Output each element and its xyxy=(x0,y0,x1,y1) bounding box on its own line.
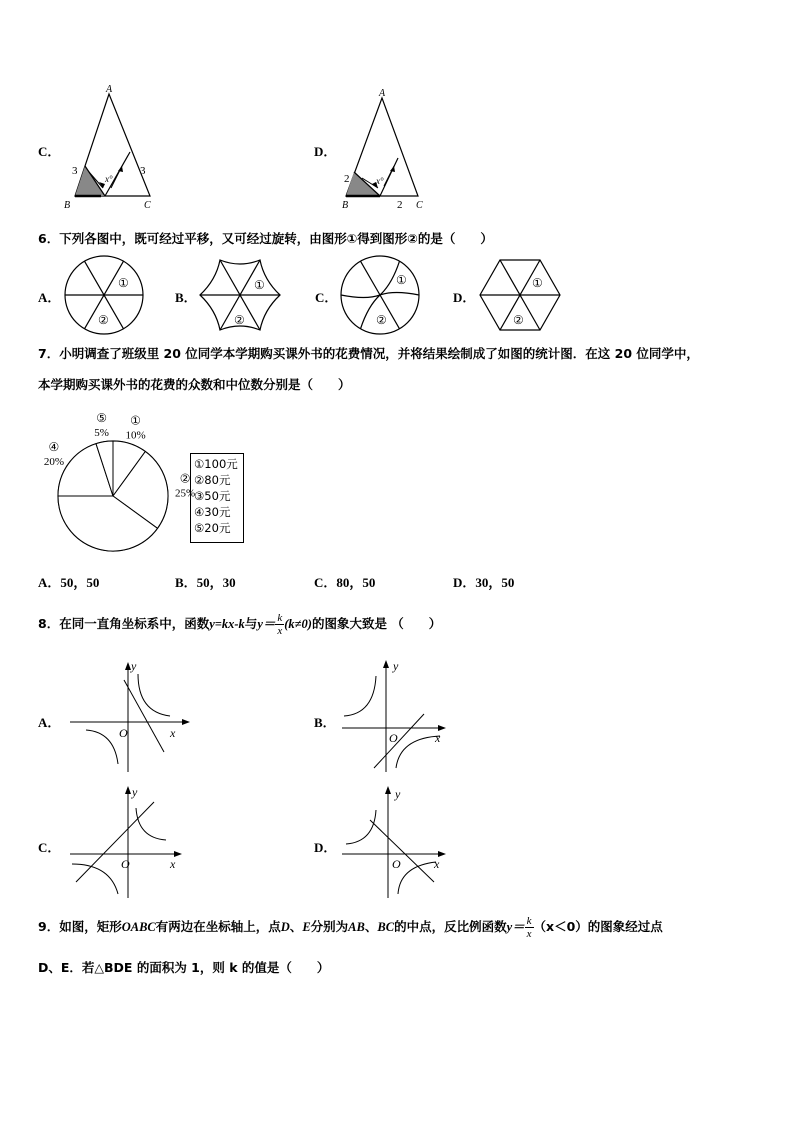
q9-frac-den: x xyxy=(526,928,532,940)
origin-label: O xyxy=(389,731,398,745)
pie-slice-percent: 10% xyxy=(125,429,146,442)
q9-text: 的图象经过点 xyxy=(587,919,663,934)
mark-2: ② xyxy=(513,313,524,327)
q7-stem-line1: 7．小明调查了班级里 20 位同学本学期购买课外书的花费情况，并将结果绘制成了如图的统计图．在这 20 位同学中， xyxy=(38,346,699,361)
q9-point-d: D xyxy=(280,920,290,934)
q9-stem-line1 xyxy=(38,915,663,940)
mark-2: ② xyxy=(376,313,387,327)
x-axis-label: x xyxy=(170,726,176,740)
vertex-b: B xyxy=(342,200,349,211)
triangle-figure-d xyxy=(332,80,442,212)
q8-graph-b xyxy=(338,656,450,776)
mark-2: ② xyxy=(98,313,109,327)
legend-item: ②80元 xyxy=(194,473,231,487)
pie-slice-percent: 20% xyxy=(43,456,65,469)
vertex-a: A xyxy=(379,88,386,99)
q8-option-a-label[interactable]: A． xyxy=(38,715,61,730)
pie-legend xyxy=(190,453,244,543)
q8-graph-a xyxy=(66,660,194,776)
pie-slice-marker xyxy=(85,552,96,554)
x-axis-label: x xyxy=(170,857,176,871)
q8-stem xyxy=(38,612,441,637)
q7-option-c[interactable]: C．80，50 xyxy=(314,575,376,590)
q6-stem: 6．下列各图中，既可经过平移，又可经过旋转，由图形①得到图形②的是（ ） xyxy=(38,231,493,246)
pie-slice-marker: ② xyxy=(179,471,191,486)
q9-point-e: E xyxy=(302,920,311,934)
side-left-label: 3 xyxy=(72,165,78,177)
q9-text: 的中点，反比例函数 xyxy=(394,919,507,934)
origin-label: O xyxy=(121,857,130,871)
q8-stem-mid: 与 xyxy=(244,616,258,631)
y-axis-label: y xyxy=(132,785,138,799)
y-axis-label: y xyxy=(393,659,399,673)
q8-graph-d xyxy=(338,782,450,902)
y-axis-label: y xyxy=(131,660,137,673)
mark-2: ② xyxy=(234,313,245,327)
pie-slice-marker: ① xyxy=(130,413,141,428)
q9-sep: 、 xyxy=(289,919,303,934)
q6-option-c-label[interactable]: C． xyxy=(315,290,338,305)
q9-rect: OABC xyxy=(121,920,156,934)
y-axis-label: y xyxy=(395,787,401,801)
option-d-label[interactable]: D． xyxy=(314,144,337,159)
pie-slice-percent: 5% xyxy=(94,426,109,439)
q8-func2-cond: (k≠0) xyxy=(284,617,312,631)
q7-option-b[interactable]: B．50，30 xyxy=(175,575,236,590)
vertex-c: C xyxy=(144,200,151,211)
q6-option-a-label[interactable]: A． xyxy=(38,290,61,305)
q8-option-d-label[interactable]: D． xyxy=(314,840,337,855)
q9-text: 9．如图，矩形 xyxy=(38,919,122,934)
q9-seg-ab: AB xyxy=(348,920,365,934)
triangle-figure-c xyxy=(56,80,176,212)
q8-frac-den: x xyxy=(277,625,283,637)
q7-option-a[interactable]: A．50，50 xyxy=(38,575,100,590)
q6-hexagon-figure-d xyxy=(476,254,566,338)
q8-func1: y=kx-k xyxy=(209,617,245,631)
q9-stem-line2: D、E．若△BDE 的面积为 1，则 k 的值是（ ） xyxy=(38,960,330,975)
q9-text: 分别为 xyxy=(310,919,349,934)
q9-func-lhs: y＝ xyxy=(506,920,525,934)
legend-item: ④30元 xyxy=(194,505,231,519)
q9-frac-num: k xyxy=(526,915,532,927)
x-axis-label: x xyxy=(435,731,441,745)
q8-option-c-label[interactable]: C． xyxy=(38,840,61,855)
q6-circle-swirl-figure-c xyxy=(338,254,424,338)
side-bottom-label: 2 xyxy=(397,199,403,211)
option-c-label[interactable]: C． xyxy=(38,144,61,159)
legend-item: ①100元 xyxy=(194,457,238,471)
q8-stem-suffix: 的图象大致是 （ ） xyxy=(311,616,442,631)
angle-label: x° xyxy=(105,174,113,184)
mark-1: ① xyxy=(532,276,543,290)
pie-slice-marker: ⑤ xyxy=(96,410,107,425)
legend-item: ③50元 xyxy=(194,489,231,503)
q8-func2-lhs: y＝ xyxy=(257,617,276,631)
q6-hexagon-curved-figure-b xyxy=(198,254,284,338)
q9-sep: 、 xyxy=(364,919,378,934)
q9-text: 有两边在坐标轴上，点 xyxy=(155,919,281,934)
mark-1: ① xyxy=(254,278,265,292)
side-left-label: 2 xyxy=(344,173,350,185)
angle-label: x° xyxy=(376,176,384,186)
q9-func-cond: （x＜0） xyxy=(533,919,588,934)
q8-graph-c xyxy=(66,782,186,902)
pie-slice-marker: ④ xyxy=(48,440,60,455)
pie-slice-percent: 25% xyxy=(175,487,196,500)
q9-seg-bc: BC xyxy=(377,920,395,934)
origin-label: O xyxy=(392,857,401,871)
q9-fraction xyxy=(525,915,534,940)
legend-item: ⑤20元 xyxy=(194,521,231,535)
vertex-c: C xyxy=(416,200,423,211)
origin-label: O xyxy=(119,726,128,740)
q6-circle-figure-a xyxy=(62,254,148,338)
q6-option-b-label[interactable]: B． xyxy=(175,290,197,305)
x-axis-label: x xyxy=(434,857,440,871)
mark-1: ① xyxy=(118,276,129,290)
q8-frac-num: k xyxy=(277,612,283,624)
vertex-b: B xyxy=(64,200,71,211)
q6-option-d-label[interactable]: D． xyxy=(453,290,476,305)
q8-option-b-label[interactable]: B． xyxy=(314,715,336,730)
q7-stem-line2: 本学期购买课外书的花费的众数和中位数分别是（ ） xyxy=(38,377,351,392)
mark-1: ① xyxy=(396,273,407,287)
side-right-label: 3 xyxy=(140,165,146,177)
q7-option-d[interactable]: D．30，50 xyxy=(453,575,515,590)
q8-fraction xyxy=(275,612,284,637)
q8-stem-prefix: 8．在同一直角坐标系中，函数 xyxy=(38,616,210,631)
vertex-a: A xyxy=(106,84,113,95)
